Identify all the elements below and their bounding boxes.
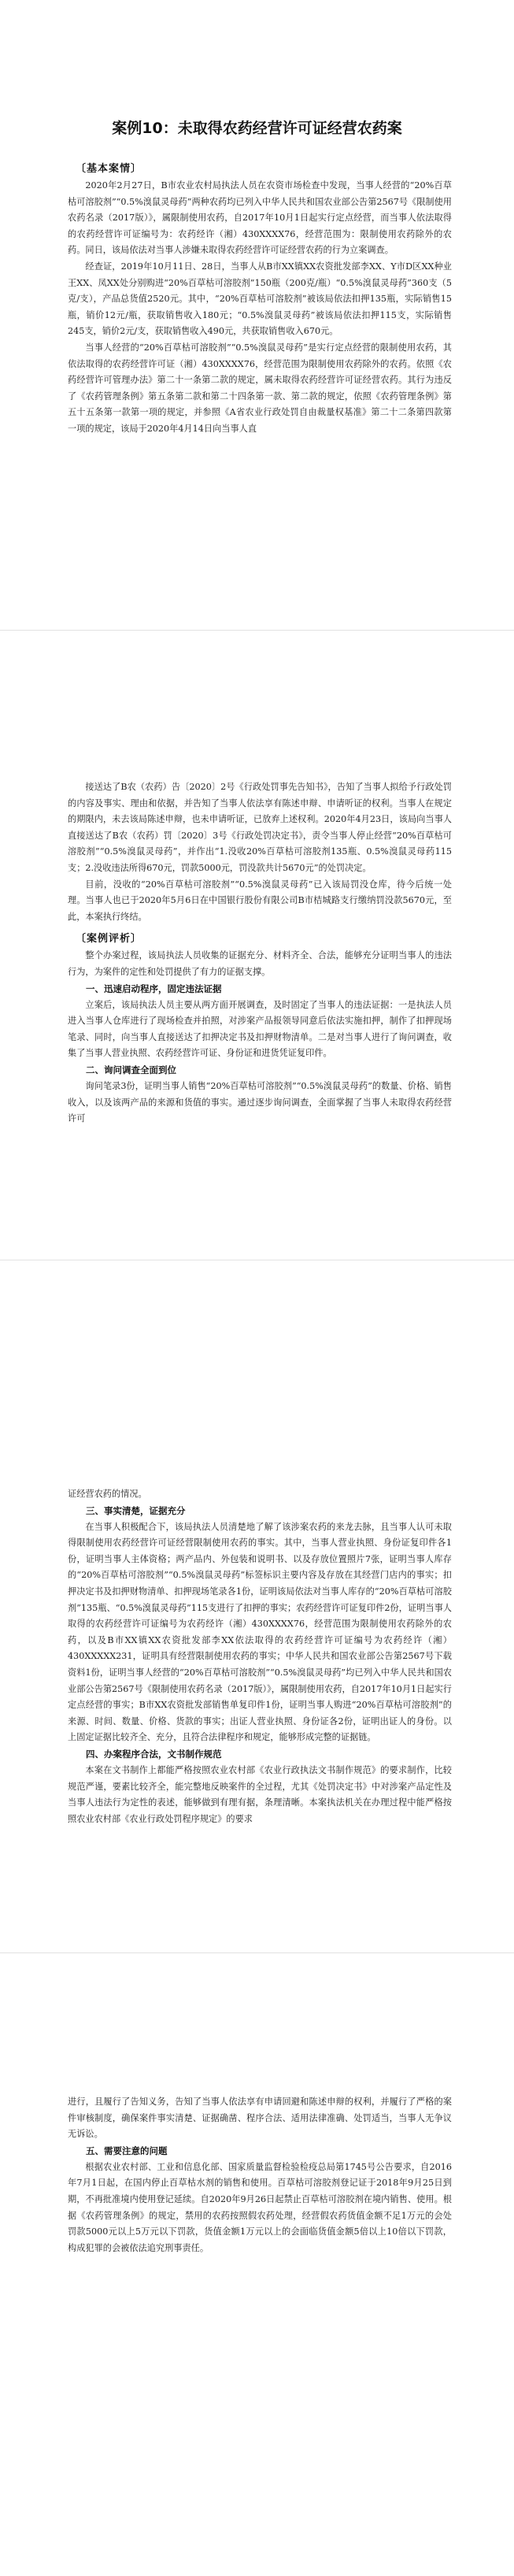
paragraph: 在当事人积极配合下，该局执法人员清楚地了解了该涉案农药的来龙去脉，且当事人认可未取得限制使用农药经营许可证经营限制使用农药的事实。其中，当事人营业执照、身份证复印件各1份，证明当事人主体资格；两产品内、外包装和说明书、以及存放位置照片7张，证明当事人库存的“20%百草枯可溶胶剂”“0.5%溴鼠灵母药”标签标识主要内容及存放在其经营门店内的事实；扣押决定书及扣押财物清单、扣押现场笔录各1份，证明该局依法对当事人库存的“20%百草枯可溶胶剂”135瓶、“0.5%溴鼠灵母药”115支进行了扣押的事实；农药经营许可证复印件2份，证明当事人取得的农药经营许可证编号为农药经许（湘）430XXXX76，经营范围为限制使用农药除外的农药，以及B市XX镇XX农资批发部李XX依法取得的农药经营许可证编号为农药经许（湘）430XXXXX231，证明具有经营限制使用农药的事实；中华人民共和国农业部公告第2567号下载资料1份，证明当事人经营的“20%百草枯可溶胶剂”“0.5%溴鼠灵母药”均已列入中华人民共和国农业部公告第2567号《限制使用农药名录（2017版）》，属限制使用农药，自2017年10月1日起实行定点经营的事实；B市XX农资批发部销售单复印件1份，证明当事人购进“20%百草枯可溶胶剂”的来源、时间、数量、价格、货款的事实；出证人营业执照、身份证各2份，证明出证人的身份。以上固定证据比较齐全、充分，且符合法律程序和规定，能够形成完整的证据链。 bbox=[68, 1521, 452, 1743]
page-divider bbox=[0, 1952, 514, 1953]
subheading: 三、事实清楚，证据充分 bbox=[86, 1505, 186, 1516]
paragraph: 经查证，2019年10月11日、28日，当事人从B市XX镇XX农资批发部李XX、Y市D区XX种业王XX、凤XX处分别购进“20%百草枯可溶胶剂”150瓶（200克/瓶）“0.5%溴鼠灵母药”360支（5克/支），产品总货值2520元。其中，“20%百草枯可溶胶剂”被该局依法扣押135瓶，实际销售15瓶，销价12元/瓶，获取销售收入180元；“0.5%溴鼠灵母药”被该局依法扣押115支，实际销售245支，销价2元/支，获取销售收入490元，共获取销售收入670元。 bbox=[68, 261, 452, 337]
paragraph: 目前，没收的“20%百草枯可溶胶剂”“0.5%溴鼠灵母药”已入该局罚没仓库，待今后统一处理。当事人也已于2020年5月6日在中国银行股份有限公司B市桔城路支行缴纳罚没款5670元，至此，本案执行终结。 bbox=[68, 879, 452, 922]
page-3 bbox=[0, 1275, 514, 1905]
section-heading-analysis: 〔案例评析〕 bbox=[76, 933, 142, 946]
subheading: 四、办案程序合法，文书制作规范 bbox=[86, 1748, 222, 1760]
subheading: 五、需要注意的问题 bbox=[86, 2145, 168, 2156]
page-1 bbox=[0, 0, 514, 434]
case-title: 案例10：未取得农药经营许可证经营农药案 bbox=[112, 120, 402, 137]
paragraph: 整个办案过程，该局执法人员收集的证据充分、材料齐全、合法，能够充分证明当事人的违法行为，为案件的定性和处罚提供了有力的证据支撑。 bbox=[68, 950, 452, 977]
paragraph: 2020年2月27日，B市农业农村局执法人员在农资市场检查中发现，当事人经营的“20%百草枯可溶胶剂”“0.5%溴鼠灵母药”两种农药均已列入中华人民共和国农业部公告第2567号《限制使用农药名录（2017版）》，属限制使用农药，自2017年10月1日起实行定点经营，而当事人依法取得的农药经营许可证编号为：农药经许（湘）430XXXX76，经营范围为：限制使用农药除外的农药。同日，该局依法对当事人涉嫌未取得农药经营许可证经营农药的行为立案调查。 bbox=[68, 180, 452, 256]
paragraph: 询问笔录3份，证明当事人销售“20%百草枯可溶胶剂”“0.5%溴鼠灵母药”的数量、价格、销售收入，以及该两产品的来源和货值的事实。通过逐步询问调查，全面掌握了当事人未取得农药经营许可 bbox=[68, 1080, 452, 1124]
paragraph: 进行，且履行了告知义务，告知了当事人依法享有申请回避和陈述申辩的权利，并履行了严格的案件审核制度，确保案件事实清楚、证据确凿、程序合法、适用法律准确、处罚适当，当事人无争议无诉讼。 bbox=[68, 2097, 452, 2140]
paragraph: 立案后，该局执法人员主要从两方面开展调查，及时固定了当事人的违法证据：一是执法人员进入当事人仓库进行了现场检查并拍照，对涉案产品报领导同意后依法实施扣押，制作了扣押现场笔录、同时，向当事人直接送达了扣押决定书及扣押财物清单。二是对当事人进行了询问调查，收集了当事人营业执照、农药经营许可证、身份证和进货凭证复印件。 bbox=[68, 999, 452, 1059]
page-2 bbox=[0, 646, 514, 1275]
paragraph: 根据农业农村部、工业和信息化部、国家质量监督检验检疫总局第1745号公告要求，自2016年7月1日起，在国内停止百草枯水剂的销售和使用。百草枯可溶胶剂登记证于2018年9月25日到期，不再批准境内使用登记延续。自2020年9月26日起禁止百草枯可溶胶剂在境内销售、使用。根据《农药管理条例》的规定，禁用的农药按照假农药处理，经营假农药货值金额不足1万元的会处罚款5000元以上5万元以下罚款，货值金额1万元以上的会面临货值金额5倍以上10倍以下罚款，构成犯罪的会被依法追究刑事责任。 bbox=[68, 2161, 452, 2253]
paragraph: 接送达了B农（农药）告〔2020〕2号《行政处罚事先告知书》，告知了当事人拟给予行政处罚的内容及事实、理由和依据，并告知了当事人依法享有陈述申辩、申请听证的权利。当事人在规定的期限内，未去该局陈述申辩，也未申请听证，已放弃上述权利。2020年4月23日，该局向当事人直接送达了B农（农药）罚〔2020〕3号《行政处罚决定书》，责令当事人停止经营“20%百草枯可溶胶剂”“0.5%溴鼠灵母药”，并作出“1.没收20%百草枯可溶胶剂135瓶、0.5%溴鼠灵母药115支；2.没收违法所得670元，罚款5000元，罚没款共计5670元”的处罚决定。 bbox=[68, 782, 452, 873]
subheading: 一、迅速启动程序，固定违法证据 bbox=[86, 983, 222, 994]
section-heading-basic-facts: 〔基本案情〕 bbox=[76, 163, 142, 175]
paragraph: 当事人经营的“20%百草枯可溶胶剂”“0.5%溴鼠灵母药”是实行定点经营的限制使用农药，其依法取得的农药经营许可证（湘）430XXXX76，经营范围为限制使用农药除外的农药。依照《农药经营许可管理办法》第二十一条第二款的规定，属未取得农药经营许可证经营农药。其行为违反了《农药管理条例》第五条第二款和第二十四条第一款、第二款的规定，依照《农药管理条例》第五十五条第一款第一项的规定，并参照《A省农业行政处罚自由裁量权基准》第二十二条第四款第一项的规定，该局于2020年4月14日向当事人直 bbox=[68, 342, 452, 434]
paragraph: 本案在文书制作上都能严格按照农业农村部《农业行政执法文书制作规范》的要求制作，比较规范严谨，要素比较齐全，能完整地反映案件的全过程，尤其《处罚决定书》中对涉案产品定性及当事人违法行为定性的表述，能够做到有理有据，条理清晰。本案执法机关在办理过程中能严格按照农业农村部《农业行政处罚程序规定》的要求 bbox=[68, 1764, 452, 1824]
page-divider bbox=[0, 630, 514, 631]
page-4 bbox=[0, 1968, 514, 2576]
subheading: 二、询问调查全面到位 bbox=[86, 1064, 176, 1075]
paragraph: 证经营农药的情况。 bbox=[68, 1489, 147, 1499]
